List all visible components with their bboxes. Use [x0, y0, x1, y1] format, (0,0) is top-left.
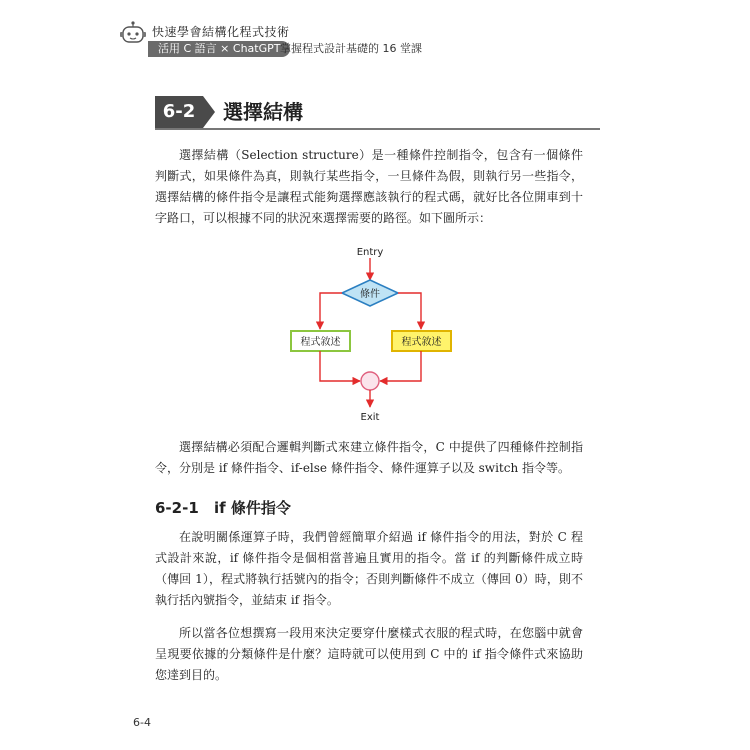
left-statement-label: 程式敘述	[300, 337, 341, 348]
paragraph-intro: 選擇結構（Selection structure）是一種條件控制指令，包含有一個條件判斷式，如果條件為真，則執行某些指令，一旦條件為假，則執行另一些指令，選擇結構的條件指令是讓程式能夠選擇應該執行的程式碼，就好比各位開車到十字路口，可以根據不同的狀況來選擇需要的路徑。如下圖所示：	[155, 148, 583, 225]
condition-label: 條件	[360, 289, 380, 300]
section-heading	[155, 96, 600, 128]
section-underline	[155, 128, 600, 130]
right-merge-arrow	[380, 351, 421, 381]
flow-exit-label: Exit	[360, 412, 380, 423]
paragraph-if-intro: 在說明關係運算子時，我們曾經簡單介紹過 if 條件指令的用法，對於 C 程式設計來說，if 條件指令是個相當普遍且實用的指令。當 if 的判斷條件成立時（傳回 1），程式將執行括號內的指令；否則判斷條件不成立（傳回 0）時，則不執行括內號指令，並結束 if 指令。	[155, 530, 583, 607]
book-title: 快速學會結構化程式技術	[152, 25, 290, 39]
page-number: 6-4	[133, 716, 151, 729]
paragraph-selection: 選擇結構必須配合邏輯判斷式來建立條件指令，C 中提供了四種條件控制指令，分別是 if 條件指令、if-else 條件指令、條件運算子以及 switch 指令等。	[155, 440, 583, 475]
section-number-arrow	[203, 96, 215, 128]
left-merge-arrow	[320, 351, 360, 381]
robot-mascot-icon	[118, 20, 148, 50]
paragraph-if-example: 所以當各位想撰寫一段用來決定要穿什麼樣式衣服的程式時，在您腦中就會呈現要依據的分類條件是什麼？這時就可以使用到 C 中的 if 指令條件式來協助您達到目的。	[155, 626, 583, 682]
subsection-number: 6-2-1	[155, 499, 199, 517]
section-title: 選擇結構	[223, 100, 303, 124]
right-branch-arrow	[398, 293, 421, 329]
subsection-title: if 條件指令	[214, 499, 291, 517]
flow-entry-label: Entry	[356, 247, 384, 258]
section-number: 6-2	[155, 96, 203, 128]
header-pill: 活用 C 語言 × ChatGPT	[148, 41, 290, 57]
right-statement-label: 程式敘述	[401, 337, 442, 348]
book-subtitle: 掌握程式設計基礎的 16 堂課	[280, 42, 422, 55]
merge-node	[361, 372, 379, 390]
selection-flowchart	[285, 240, 465, 425]
subsection-heading	[155, 497, 291, 518]
left-branch-arrow	[320, 293, 342, 329]
